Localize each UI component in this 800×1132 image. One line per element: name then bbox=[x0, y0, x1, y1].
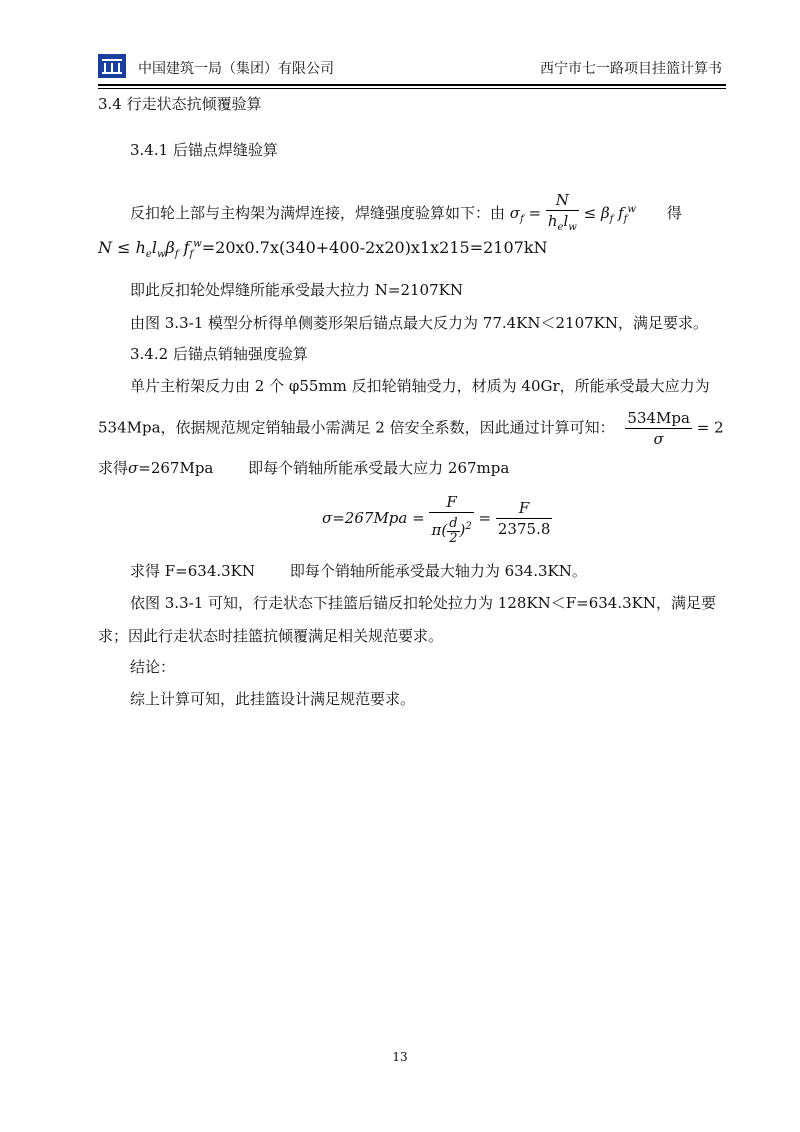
pin-factor-fraction bbox=[625, 408, 692, 449]
pin-eq-numerator-2: F bbox=[496, 498, 553, 519]
header-rule-thin bbox=[98, 88, 726, 89]
weld-calc-symbols: $N \le h_el_w\beta_f$ $f_f^w$ bbox=[98, 238, 202, 261]
pin-stress-line bbox=[98, 457, 509, 478]
weld-result-line: 即此反扣轮处焊缝所能承受最大拉力 N=2107KN bbox=[130, 281, 463, 299]
pin-eq-fraction-1 bbox=[429, 492, 473, 546]
weld-formula-numerator: N bbox=[546, 190, 579, 211]
pin-force-equation: σ=267Mpa = F π( $\frac{d}{2}$ )$^2$ = $\frac{F}{2375.8}$ bbox=[322, 493, 551, 546]
pin-force-note: 即每个销轴所能承受最大轴力为 634.3KN。 bbox=[289, 562, 587, 580]
pin-stress-note: 即每个销轴所能承受最大应力 267mpa bbox=[248, 459, 510, 477]
walking-check-line-2: 求；因此行走状态时挂篮抗倾覆满足相关规范要求。 bbox=[98, 627, 444, 645]
pin-eq-denominator-1: π( $\frac{d}{2}$ )$^2$ bbox=[431, 515, 472, 546]
subsection-title-1: 3.4.1 后锚点焊缝验算 bbox=[130, 141, 278, 159]
pin-eq-denominator-2: 2375.8 bbox=[497, 520, 551, 539]
weld-formula-rhs: ≤ $\beta_f$ $f_f^w$ bbox=[583, 204, 636, 225]
project-name: 西宁市七一路项目挂篮计算书 bbox=[540, 61, 722, 77]
pin-intro-line: 单片主桁架反力由 2 个 φ55mm 反扣轮销轴受力，材质为 40Gr，所能承受最大应力为 bbox=[130, 377, 710, 395]
pin-force-result: 求得 F=634.3KN bbox=[130, 562, 256, 580]
weld-intro-text: 反扣轮上部与主构架为满焊连接，焊缝强度验算如下：由 bbox=[130, 204, 506, 222]
company-logo-icon bbox=[98, 54, 126, 78]
weld-calc-value: =20x0.7x(340+400-2x20)x1x215=2107kN bbox=[201, 238, 548, 257]
section-title: 3.4 行走状态抗倾覆验算 bbox=[98, 95, 262, 113]
pin-factor-numerator: 534Mpa bbox=[627, 409, 690, 427]
weld-de-text: 得 bbox=[666, 204, 682, 222]
sigma-symbol: σ bbox=[128, 459, 139, 477]
company-name: 中国建筑一局（集团）有限公司 bbox=[138, 61, 334, 77]
header-rule-thick bbox=[98, 84, 726, 86]
pin-eq-numerator-1: F bbox=[429, 492, 473, 513]
subsection-title-2: 3.4.2 后锚点销轴强度验算 bbox=[130, 345, 308, 363]
pin-stress-value: =267Mpa bbox=[138, 459, 214, 477]
weld-calc-line bbox=[98, 238, 548, 260]
conclusion-label: 结论： bbox=[130, 658, 176, 676]
pin-factor-denominator: σ bbox=[653, 430, 664, 448]
pin-stress-prefix: 求得 bbox=[98, 459, 129, 477]
page-header bbox=[98, 52, 726, 84]
pin-factor-line bbox=[98, 408, 724, 449]
walking-check-line-1: 依图 3.3-1 可知，行走状态下挂篮后锚反扣轮处拉力为 128KN＜F=634.3KN，满足要 bbox=[130, 594, 716, 612]
pin-factor-text: 534Mpa，依据规范规定销轴最小需满足 2 倍安全系数，因此通过计算可知： bbox=[98, 418, 615, 437]
pin-factor-equals: = 2 bbox=[696, 418, 724, 437]
weld-check-line: 由图 3.3-1 模型分析得单侧菱形架后锚点最大反力为 77.4KN＜2107KN，满足要求。 bbox=[130, 314, 709, 332]
weld-formula-line bbox=[130, 190, 682, 238]
weld-formula-denominator: $h_el_w$ bbox=[547, 212, 577, 233]
conclusion-text: 综上计算可知，此挂篮设计满足规范要求。 bbox=[130, 690, 416, 708]
page-number: 13 bbox=[392, 1050, 408, 1064]
pin-force-line bbox=[130, 560, 587, 581]
pin-eq-lhs: σ=267Mpa = bbox=[322, 508, 425, 527]
pin-eq-fraction-2 bbox=[496, 498, 553, 539]
weld-formula-lhs: $\sigma_f$ = bbox=[509, 204, 542, 225]
weld-formula-fraction bbox=[546, 190, 579, 238]
